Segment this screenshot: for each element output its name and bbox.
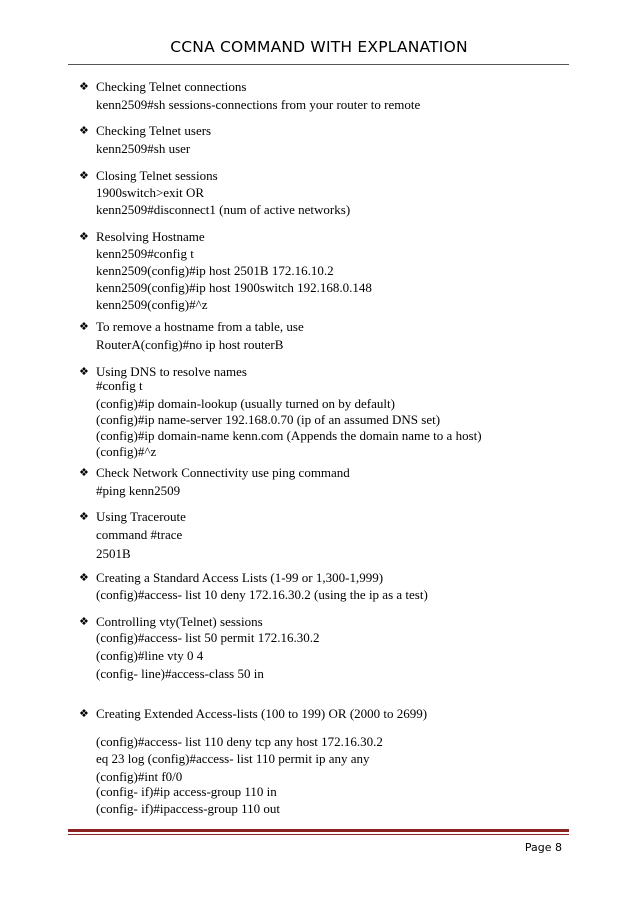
command-line: kenn2509(config)#^z xyxy=(96,297,208,312)
section-title: Using Traceroute xyxy=(96,509,186,524)
command-line: #ping kenn2509 xyxy=(96,483,181,498)
section-title: Closing Telnet sessions xyxy=(96,168,218,183)
section-title: Controlling vty(Telnet) sessions xyxy=(96,614,263,629)
diamond-bullet-icon: ❖ xyxy=(79,169,89,182)
command-line: 1900switch>exit OR xyxy=(96,185,205,200)
command-line: (config)#access- list 50 permit 172.16.30.2 xyxy=(96,630,320,645)
section-title: Resolving Hostname xyxy=(96,229,205,244)
diamond-bullet-icon: ❖ xyxy=(79,466,89,479)
diamond-bullet-icon: ❖ xyxy=(79,510,89,523)
section-title: Creating a Standard Access Lists (1-99 or 1,300-1,999) xyxy=(96,570,384,585)
diamond-bullet-icon: ❖ xyxy=(79,571,89,584)
command-line: (config)#access- list 10 deny 172.16.30.2 (using the ip as a test) xyxy=(96,587,428,602)
command-line: (config- if)#ip access-group 110 in xyxy=(96,784,277,799)
section-title: To remove a hostname from a table, use xyxy=(96,319,304,334)
diamond-bullet-icon: ❖ xyxy=(79,615,89,628)
command-line: kenn2509(config)#ip host 2501B 172.16.10.2 xyxy=(96,263,334,278)
diamond-bullet-icon: ❖ xyxy=(79,320,89,333)
command-line: (config- line)#access-class 50 in xyxy=(96,666,264,681)
footer-divider-thick xyxy=(68,829,569,832)
diamond-bullet-icon: ❖ xyxy=(79,707,89,720)
command-line: kenn2509#config t xyxy=(96,246,194,261)
command-line: (config)#^z xyxy=(96,444,157,459)
command-line: RouterA(config)#no ip host routerB xyxy=(96,337,284,352)
command-line: (config)#line vty 0 4 xyxy=(96,648,204,663)
diamond-bullet-icon: ❖ xyxy=(79,80,89,93)
command-line: (config)#ip domain-lookup (usually turned on by default) xyxy=(96,396,395,411)
section-title: Check Network Connectivity use ping command xyxy=(96,465,350,480)
command-line: kenn2509#sh user xyxy=(96,141,191,156)
footer-divider-thin xyxy=(68,834,569,835)
command-line: kenn2509#sh sessions-connections from your router to remote xyxy=(96,97,421,112)
command-line: #config t xyxy=(96,378,143,393)
section-title: Checking Telnet users xyxy=(96,123,212,138)
diamond-bullet-icon: ❖ xyxy=(79,124,89,137)
command-line: kenn2509#disconnect1 (num of active networks) xyxy=(96,202,351,217)
command-line: eq 23 log (config)#access- list 110 permit ip any any xyxy=(96,751,370,766)
page-header-title: CCNA COMMAND WITH EXPLANATION xyxy=(170,38,468,56)
page-number: Page 8 xyxy=(524,841,562,854)
command-line: command #trace xyxy=(96,527,183,542)
command-line: (config)#ip domain-name kenn.com (Appends the domain name to a host) xyxy=(96,428,482,443)
diamond-bullet-icon: ❖ xyxy=(79,365,89,378)
section-title: Creating Extended Access-lists (100 to 199) OR (2000 to 2699) xyxy=(96,706,428,721)
command-line: (config)#ip name-server 192.168.0.70 (ip of an assumed DNS set) xyxy=(96,412,441,427)
command-line: (config)#int f0/0 xyxy=(96,769,183,784)
section-title: Checking Telnet connections xyxy=(96,79,247,94)
command-line: (config)#access- list 110 deny tcp any host 172.16.30.2 xyxy=(96,734,383,749)
section-title: Using DNS to resolve names xyxy=(96,364,247,379)
command-line: 2501B xyxy=(96,546,131,561)
command-line: (config- if)#ipaccess-group 110 out xyxy=(96,801,280,816)
command-line: kenn2509(config)#ip host 1900switch 192.168.0.148 xyxy=(96,280,372,295)
diamond-bullet-icon: ❖ xyxy=(79,230,89,243)
